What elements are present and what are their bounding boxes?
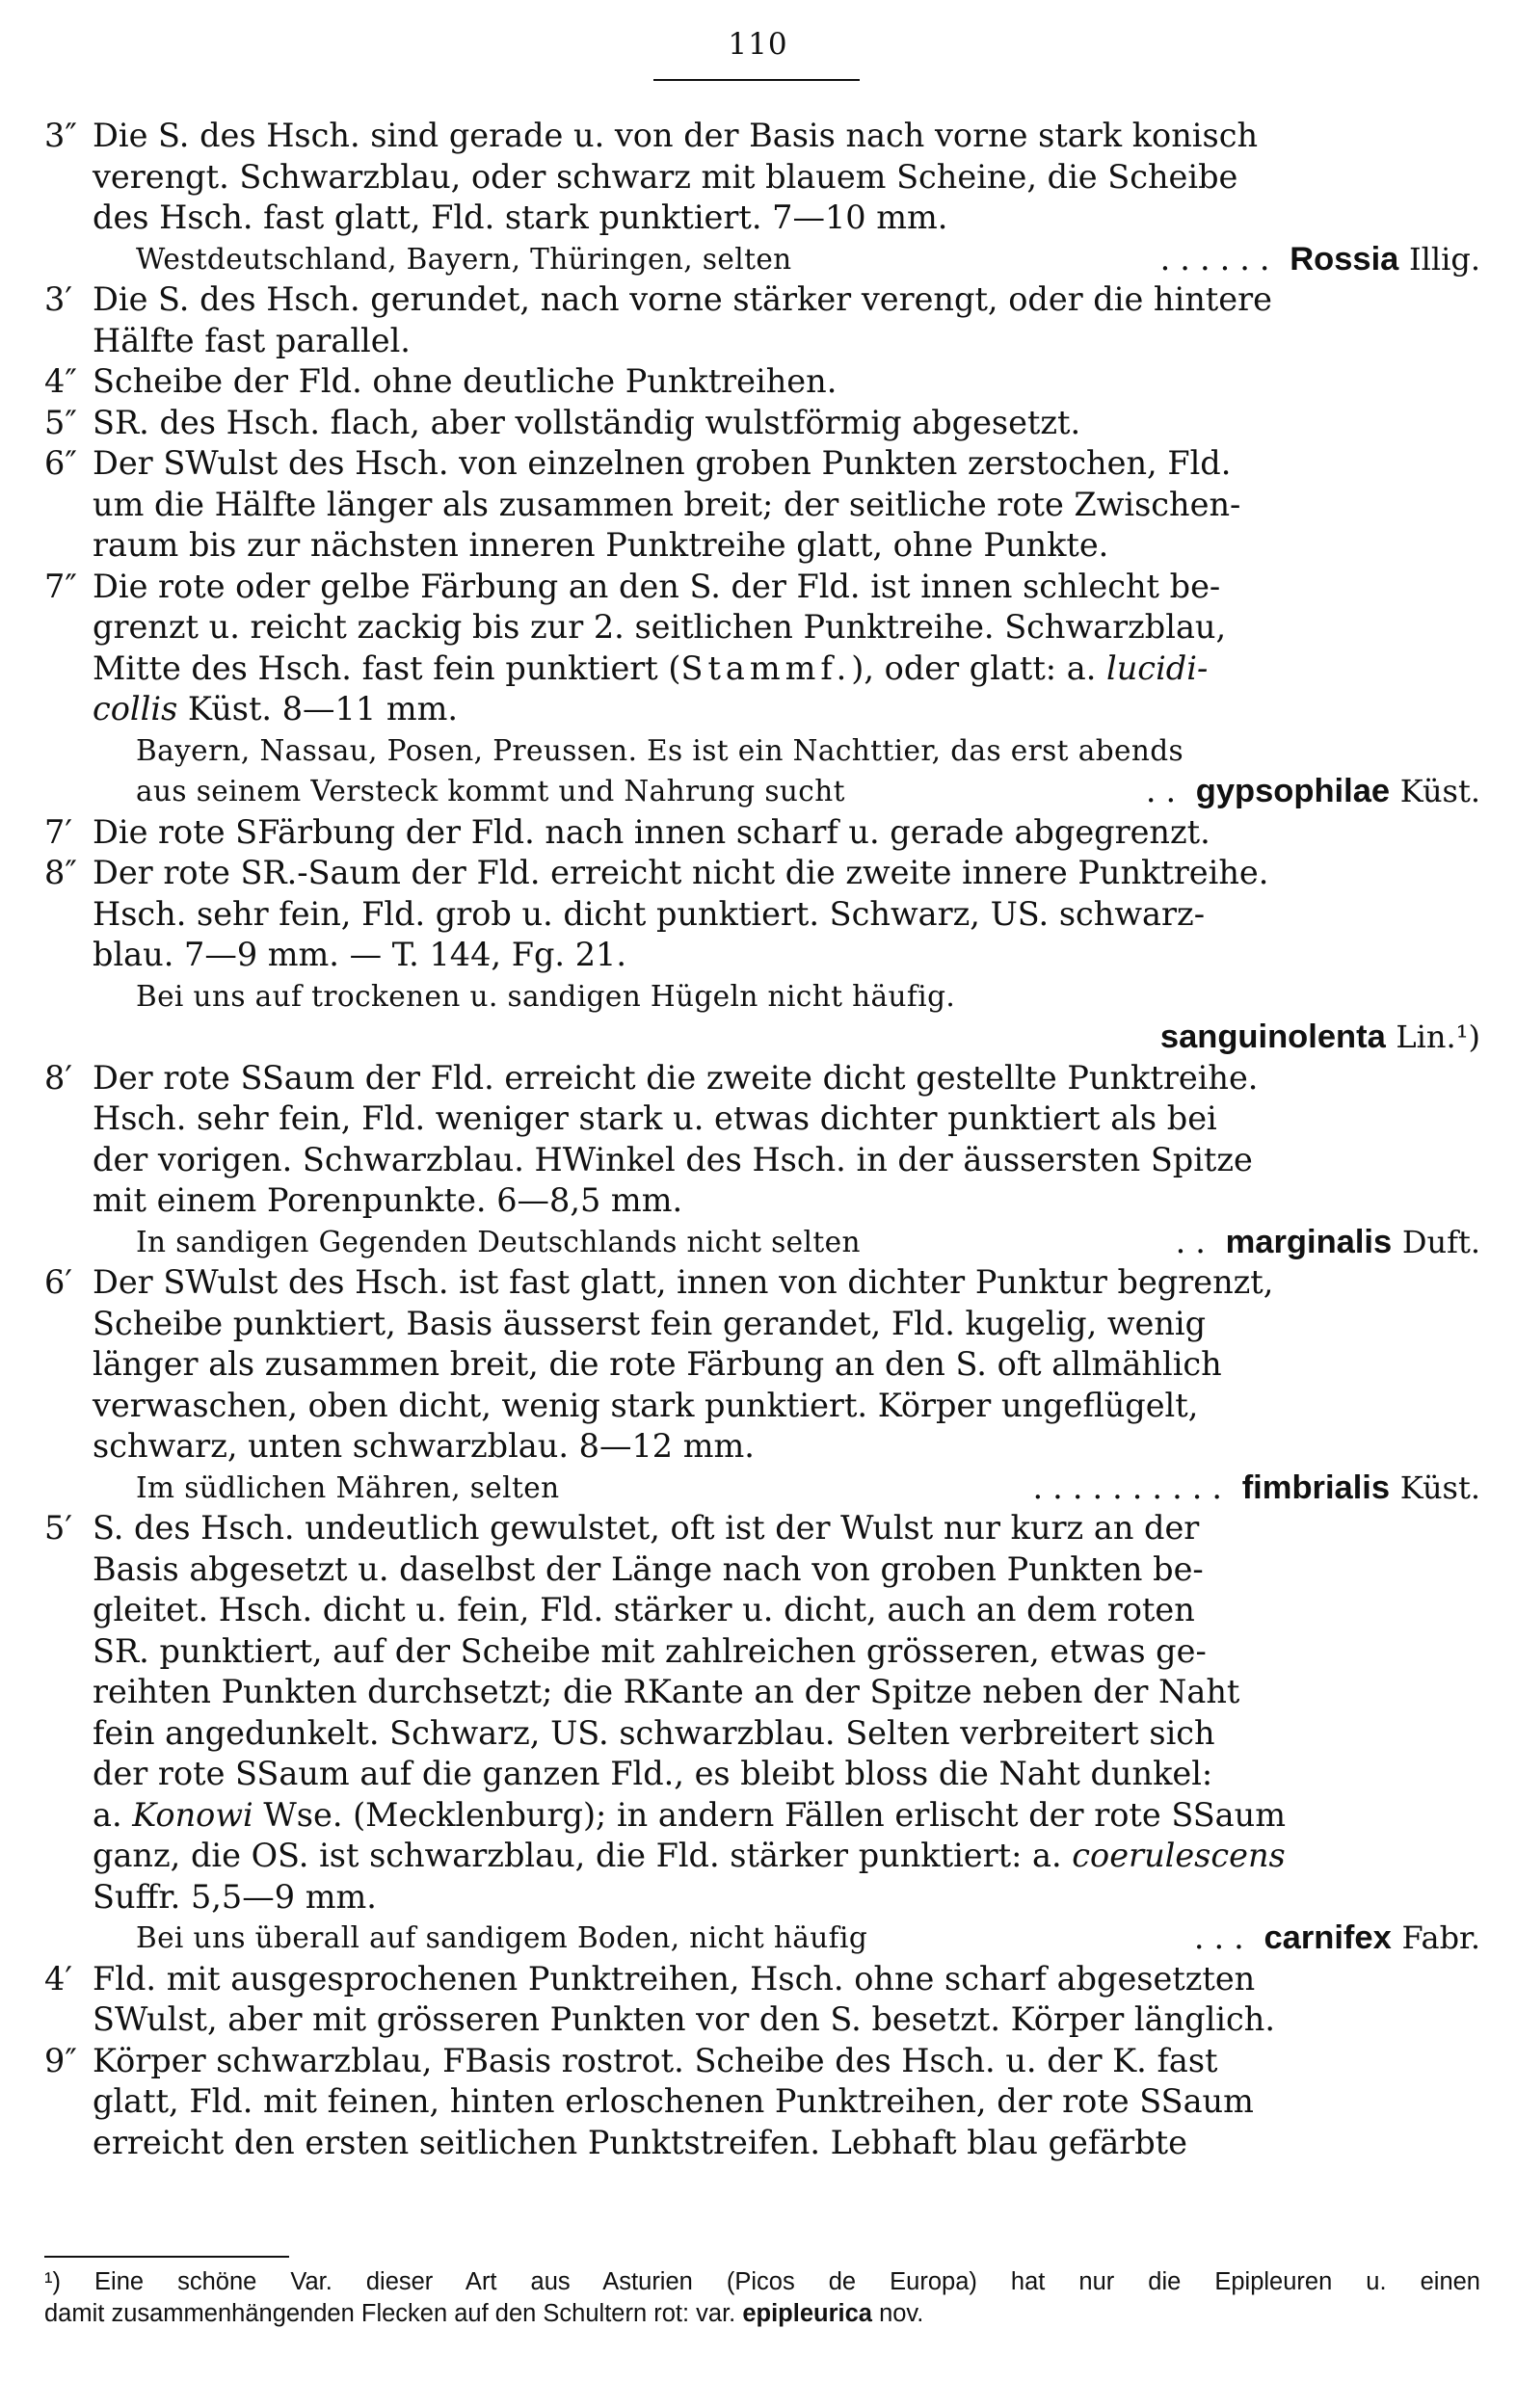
key-line-text: gleitet. Hsch. dicht u. fein, Fld. stärker u. dicht, auch an dem roten [93, 1591, 1195, 1628]
key-line-text: Hälfte fast parallel. [93, 321, 411, 359]
locality-text: Bei uns überall auf sandigem Boden, nicht häufig [136, 1921, 868, 1954]
dot-leader: .......... [1032, 1468, 1233, 1506]
key-line-text: Die rote oder gelbe Färbung an den S. der Fld. ist innen schlecht be- [93, 567, 1221, 605]
couplet-number: 8″ [44, 854, 77, 891]
key-line-text: Der rote SSaum der Fld. erreicht die zweite dicht gestellte Punktreihe. [93, 1058, 1259, 1097]
text-line [44, 1180, 1480, 1222]
dot-leader: ...... [1159, 239, 1280, 278]
key-line-text: der rote SSaum auf die ganzen Fld., es bleibt bloss die Naht dunkel: [93, 1755, 1213, 1792]
text-line [44, 403, 1480, 444]
couplet-number: 5″ [44, 403, 77, 441]
key-text [44, 116, 1480, 2163]
text-line [44, 157, 1480, 198]
key-line-text: fein angedunkelt. Schwarz, US. schwarzblau. Selten verbreitert sich [93, 1713, 1215, 1752]
couplet-number: 3″ [44, 117, 77, 154]
key-line-text: raum bis zur nächsten inneren Punktreihe glatt, ohne Punkte. [93, 526, 1109, 564]
text-line [44, 1754, 1480, 1795]
text-line [44, 648, 1480, 690]
couplet-number: 5′ [44, 1509, 72, 1547]
text-line [44, 771, 1480, 812]
key-line-text: grenzt u. reicht zackig bis zur 2. seitlichen Punktreihe. Schwarzblau, [93, 608, 1227, 646]
key-line-text: Der SWulst des Hsch. von einzelnen groben Punkten zerstochen, Fld. [93, 444, 1232, 482]
couplet-number: 9″ [44, 2041, 77, 2079]
species-author: Lin.¹) [1396, 1019, 1480, 1055]
text-line [44, 443, 1480, 485]
couplet-number: 8′ [44, 1058, 72, 1097]
key-line-text: mit einem Porenpunkte. 6—8,5 mm. [93, 1181, 683, 1219]
key-line-text: Die S. des Hsch. gerundet, nach vorne stärker verengt, oder die hintere [93, 280, 1272, 318]
species-author: Fabr. [1401, 1919, 1480, 1956]
text-line [44, 116, 1480, 157]
locality-text: Im südlichen Mähren, selten [136, 1470, 560, 1504]
species-entry [1160, 1017, 1480, 1058]
key-line-text: reihten Punkten durchsetzt; die RKante an der Spitze neben der Naht [93, 1673, 1240, 1710]
key-line-text: SR. des Hsch. flach, aber vollständig wulstförmig abgesetzt. [93, 403, 1081, 441]
dot-leader: ... [1193, 1918, 1254, 1956]
key-line-text: Scheibe punktiert, Basis äusserst fein gerandet, Fld. kugelig, wenig [93, 1304, 1207, 1342]
text-line [44, 198, 1480, 239]
dot-leader: .. [1145, 772, 1186, 809]
species-name: fimbrialis [1241, 1469, 1391, 1506]
text-line [44, 1344, 1480, 1386]
text-line [44, 1468, 1480, 1509]
text-line [44, 361, 1480, 403]
text-line [44, 1672, 1480, 1713]
text-line [44, 1140, 1480, 1181]
text-line [44, 1386, 1480, 1427]
species-name: Rossia [1290, 240, 1399, 278]
key-line-text: Hsch. sehr fein, Fld. weniger stark u. etwas dichter punktiert als bei [93, 1099, 1217, 1137]
variety-name: epipleurica [742, 2300, 872, 2327]
couplet-number: 6″ [44, 444, 77, 482]
locality-text: Bayern, Nassau, Posen, Preussen. Es ist ein Nachttier, das erst abends [136, 733, 1184, 767]
key-line-text: der vorigen. Schwarzblau. HWinkel des Hsch. in der äussersten Spitze [93, 1140, 1253, 1178]
couplet-number: 4″ [44, 362, 77, 400]
locality-text: aus seinem Versteck kommt und Nahrung sucht [136, 775, 845, 807]
footnote [44, 2266, 1480, 2330]
species-author: Küst. [1399, 1469, 1480, 1506]
species-author: Duft. [1401, 1223, 1480, 1260]
key-line-text: Hsch. sehr fein, Fld. grob u. dicht punktiert. Schwarz, US. schwarz- [93, 894, 1206, 933]
species-name: marginalis [1225, 1223, 1393, 1260]
key-line-text: Suffr. 5,5—9 mm. [93, 1877, 377, 1916]
key-line-text: Die rote SFärbung der Fld. nach innen scharf u. gerade abgegrenzt. [93, 812, 1210, 851]
key-line-text: länger als zusammen breit, die rote Färbung an den S. oft allmählich [93, 1345, 1222, 1383]
text-line [44, 935, 1480, 976]
locality-text: In sandigen Gegenden Deutschlands nicht selten [136, 1225, 861, 1258]
key-line-text [93, 648, 1208, 690]
key-line-text [93, 1836, 1286, 1877]
couplet-number: 3′ [44, 280, 72, 318]
key-line-text: verwaschen, oben dicht, wenig stark punktiert. Körper ungeflügelt, [93, 1386, 1199, 1424]
text-line [44, 1631, 1480, 1673]
text-line [44, 1222, 1480, 1263]
text-line [44, 1959, 1480, 2000]
couplet-number: 6′ [44, 1263, 72, 1301]
species-author: Küst. [1399, 773, 1480, 809]
text-line [44, 567, 1480, 608]
italic-name: collis [93, 690, 178, 728]
locality-text: Westdeutschland, Bayern, Thüringen, selten [136, 242, 792, 276]
text-line [44, 1058, 1480, 1099]
text-line [44, 1098, 1480, 1140]
key-line-text: Die S. des Hsch. sind gerade u. von der Basis nach vorne stark konisch [93, 117, 1259, 154]
couplet-number: 7″ [44, 567, 77, 605]
text-run: ganz, die OS. ist schwarzblau, die Fld. stärker punktiert: a. [93, 1837, 1073, 1874]
key-line-text [93, 689, 458, 730]
italic-name: lucidi- [1106, 648, 1209, 687]
text-line [44, 239, 1480, 280]
text-line [44, 321, 1480, 362]
key-line-text: schwarz, unten schwarzblau. 8—12 mm. [93, 1427, 755, 1465]
species-name: gypsophilae [1195, 773, 1391, 809]
text-line [44, 2081, 1480, 2123]
text-line [44, 1590, 1480, 1631]
text-line [44, 1918, 1480, 1959]
key-line-text: Der SWulst des Hsch. ist fast glatt, innen von dichter Punktur begrenzt, [93, 1263, 1274, 1301]
text-line [44, 894, 1480, 936]
footnote-line: damit zusammenhängenden Flecken auf den Schultern rot: var. epipleurica nov. [44, 2300, 924, 2327]
key-line-text: erreicht den ersten seitlichen Punktstreifen. Lebhaft blau gefärbte [93, 2123, 1187, 2161]
text-run: Mitte des Hsch. fast fein punktiert ( [93, 648, 681, 687]
species-entry [1181, 1918, 1480, 1959]
key-line-text: SR. punktiert, auf der Scheibe mit zahlreichen grösseren, etwas ge- [93, 1631, 1207, 1670]
text-line [44, 525, 1480, 567]
couplet-number: 7′ [44, 812, 72, 851]
key-line-text: Körper schwarzblau, FBasis rostrot. Scheibe des Hsch. u. der K. fast [93, 2041, 1218, 2079]
key-line-text: des Hsch. fast glatt, Fld. stark punktiert. 7—10 mm. [93, 198, 948, 236]
text-run: ), oder glatt: a. [851, 648, 1107, 687]
dot-leader: .. [1175, 1222, 1215, 1260]
key-line-text: Basis abgesetzt u. daselbst der Länge nach von groben Punkten be- [93, 1549, 1204, 1588]
text-line [44, 1999, 1480, 2041]
species-entry [1020, 1468, 1480, 1509]
text-run: Küst. 8—11 mm. [177, 690, 459, 728]
text-line [44, 1426, 1480, 1468]
text-run: Wse. (Mecklenburg); in andern Fällen erlischt der rote SSaum [253, 1795, 1286, 1834]
species-entry [1132, 771, 1480, 812]
text-line [44, 853, 1480, 894]
couplet-number: 4′ [44, 1959, 72, 1998]
key-line-text [93, 1795, 1286, 1837]
text-line [44, 1713, 1480, 1755]
key-line-text: Der rote SR.-Saum der Fld. erreicht nicht die zweite innere Punktreihe. [93, 854, 1269, 891]
text-line [44, 1304, 1480, 1345]
text-line [44, 976, 1480, 1018]
text-line [44, 2041, 1480, 2082]
key-line-text: SWulst, aber mit grösseren Punkten vor den S. besetzt. Körper länglich. [93, 2000, 1275, 2038]
italic-name: coerulescens [1072, 1837, 1286, 1874]
text-line [44, 485, 1480, 526]
species-author: Illig. [1409, 240, 1480, 278]
key-line-text: S. des Hsch. undeutlich gewulstet, oft ist der Wulst nur kurz an der [93, 1509, 1200, 1547]
text-line [44, 1795, 1480, 1837]
header-rule [653, 79, 860, 81]
text-line [44, 1836, 1480, 1877]
text-line [44, 1549, 1480, 1591]
species-name: sanguinolenta [1159, 1019, 1386, 1055]
footnote-rule [44, 2256, 289, 2258]
text-line [44, 812, 1480, 854]
text-line [44, 607, 1480, 648]
species-name: carnifex [1263, 1919, 1392, 1956]
key-line-text: verengt. Schwarzblau, oder schwarz mit blauem Scheine, die Scheibe [93, 157, 1238, 196]
text-line [44, 689, 1480, 730]
key-line-text: glatt, Fld. mit feinen, hinten erloschenen Punktreihen, der rote SSaum [93, 2082, 1254, 2120]
text-line [44, 1262, 1480, 1304]
text-line [44, 2123, 1480, 2164]
key-line-text: um die Hälfte länger als zusammen breit; der seitliche rote Zwischen- [93, 485, 1241, 523]
text-line [44, 1877, 1480, 1918]
italic-name: Konowi [132, 1795, 253, 1834]
key-line-text: Scheibe der Fld. ohne deutliche Punktreihen. [93, 362, 838, 400]
text-line [44, 1508, 1480, 1549]
text-line [44, 1017, 1480, 1058]
page-number: 110 [728, 27, 788, 62]
locality-text: Bei uns auf trockenen u. sandigen Hügeln nicht häufig. [136, 979, 956, 1013]
species-entry [1147, 239, 1480, 280]
text-line [44, 279, 1480, 321]
text-run: a. [93, 1795, 133, 1834]
footnote-line: ¹) Eine schöne Var. dieser Art aus Asturien (Picos de Europa) hat nur die Epipleuren u. einen [44, 2268, 1480, 2295]
key-line-text: blau. 7—9 mm. — T. 144, Fg. 21. [93, 936, 626, 973]
text-line [44, 730, 1480, 772]
key-line-text: Fld. mit ausgesprochenen Punktreihen, Hsch. ohne scharf abgesetzten [93, 1959, 1256, 1998]
spaced-text: Stammf. [680, 648, 852, 687]
species-entry [1162, 1222, 1480, 1263]
